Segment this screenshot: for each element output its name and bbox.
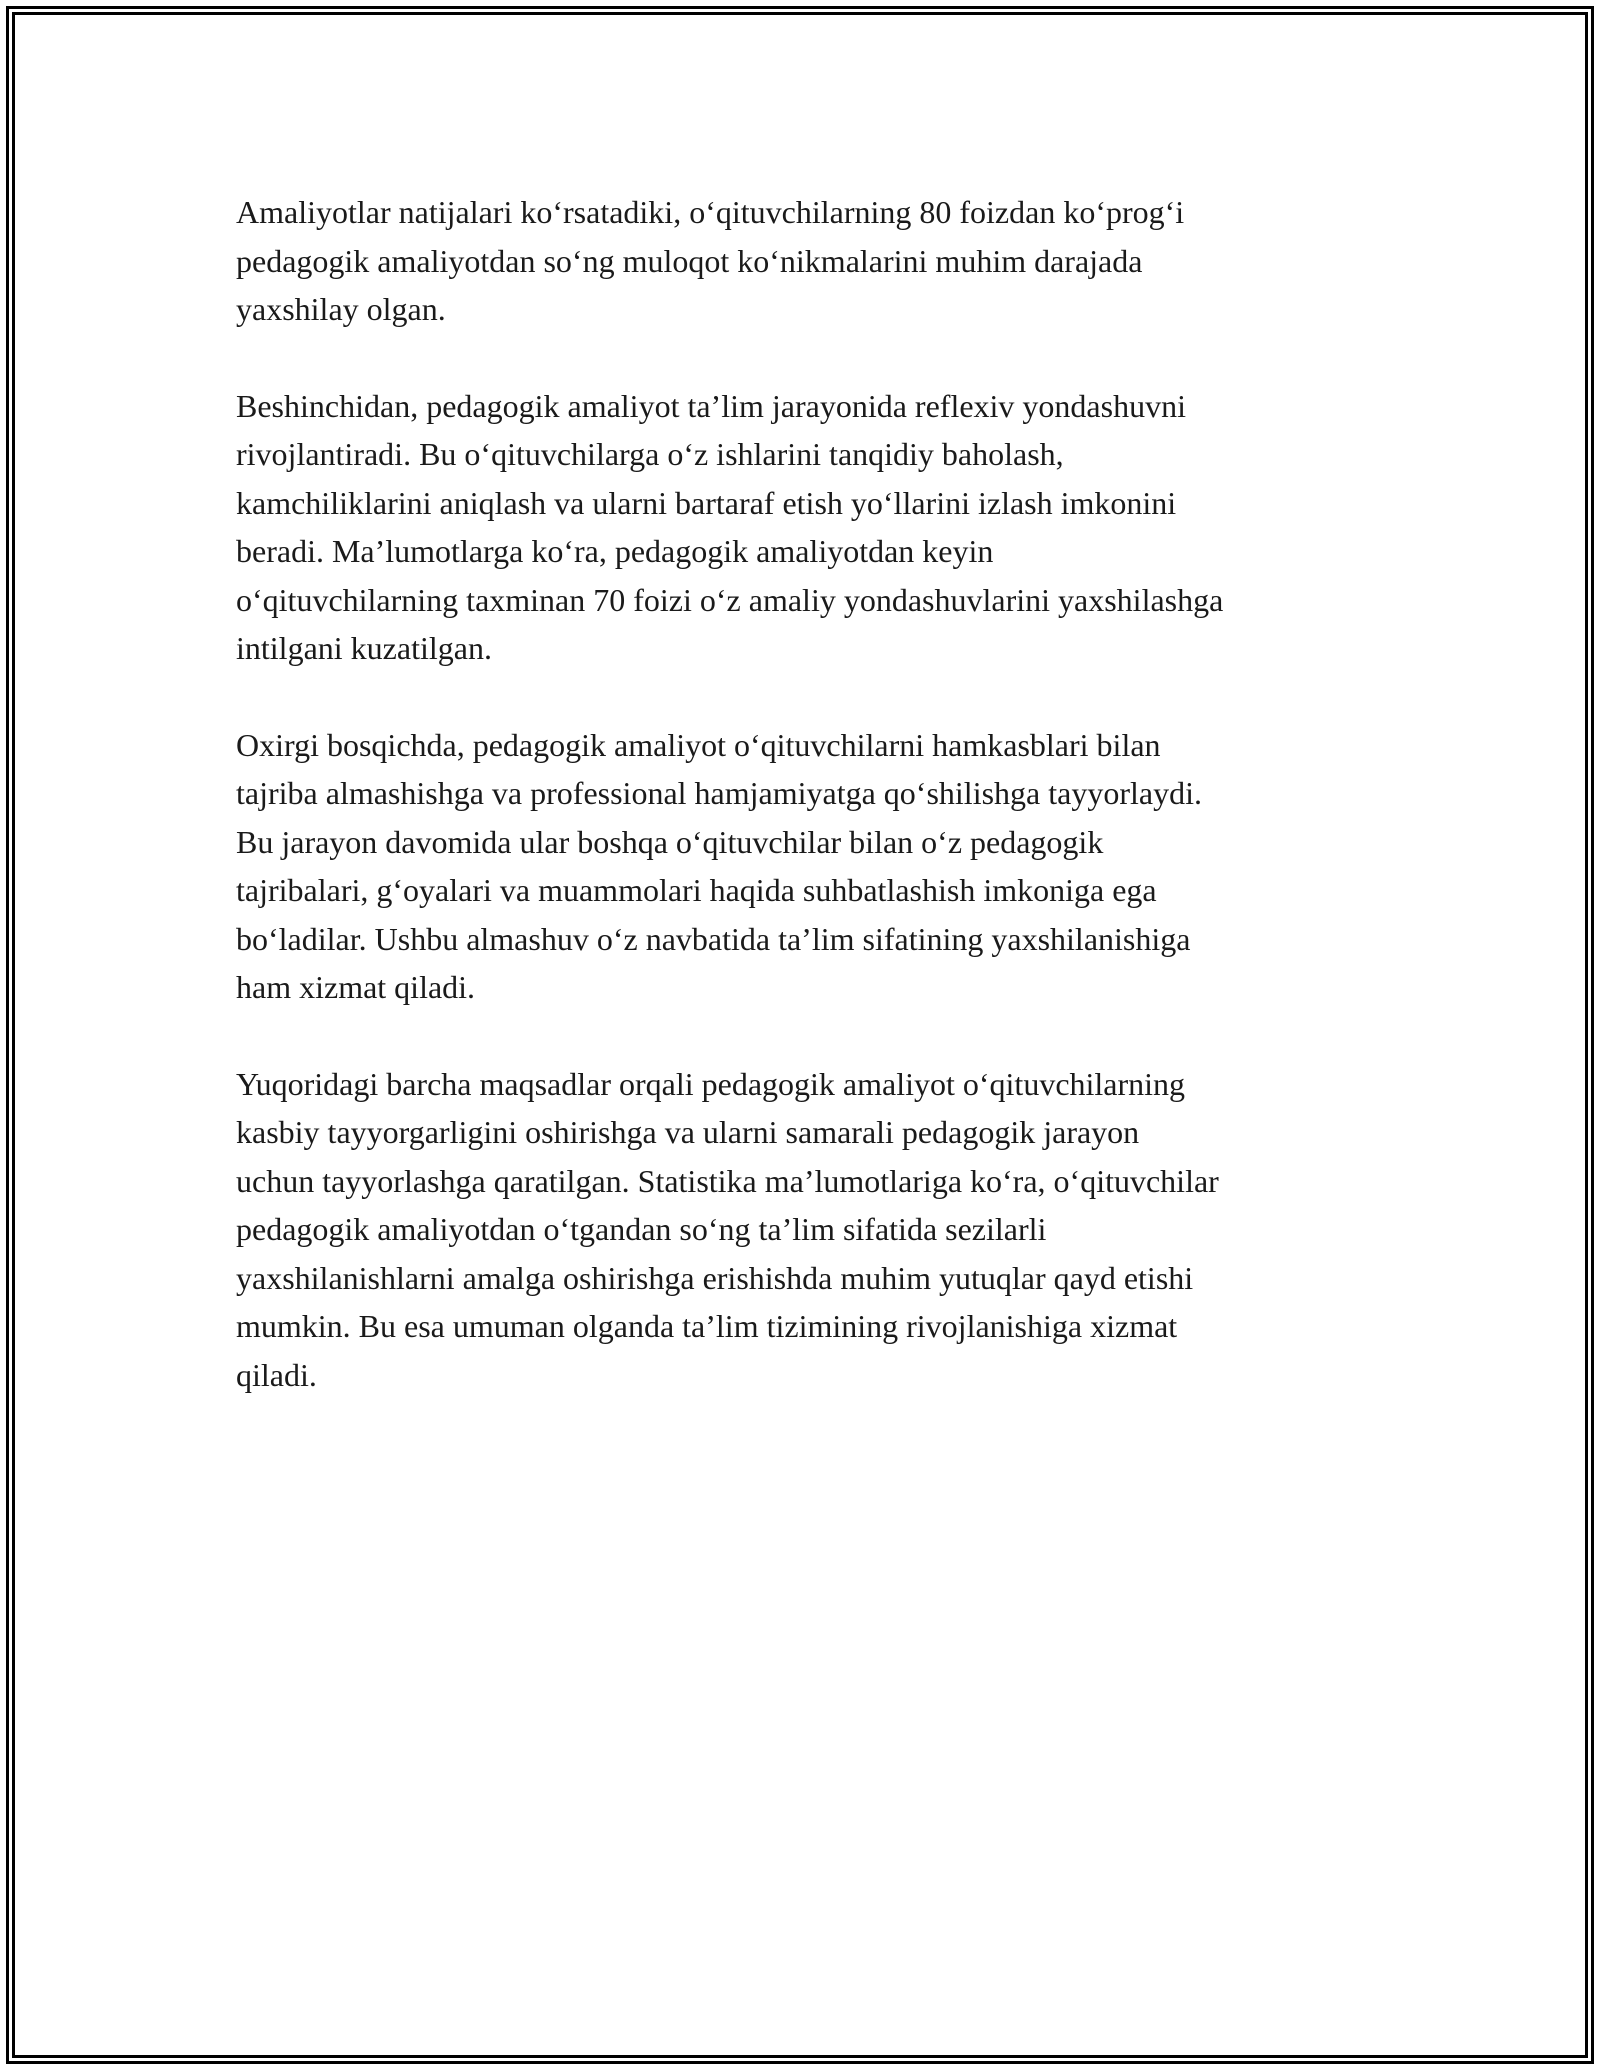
- text-line: intilgani kuzatilgan.: [236, 630, 492, 666]
- text-line: Beshinchidan, pedagogik amaliyot ta’lim jarayonida reflexiv yondashuvni: [236, 387, 1186, 424]
- text-line: kasbiy tayyorgarligini oshirishga va ularni samarali pedagogik jarayon: [236, 1114, 1140, 1150]
- text-line: yaxshilanishlarni amalga oshirishga erishishda muhim yutuqlar qayd etishi: [236, 1259, 1194, 1296]
- paragraph-2: [236, 382, 1376, 673]
- text-line: Yuqoridagi barcha maqsadlar orqali pedagogik amaliyot o‘qituvchilarning: [236, 1065, 1186, 1102]
- text-line: o‘qituvchilarning taxminan 70 foizi o‘z amaliy yondashuvlarini yaxshilashga: [236, 581, 1224, 618]
- text-line: beradi. Ma’lumotlarga ko‘ra, pedagogik amaliyotdan keyin: [236, 533, 994, 569]
- text-line: Oxirgi bosqichda, pedagogik amaliyot o‘qituvchilarni hamkasblari bilan: [236, 726, 1161, 763]
- text-line: ham xizmat qiladi.: [236, 969, 476, 1005]
- text-line: pedagogik amaliyotdan so‘ng muloqot ko‘nikmalarini muhim darajada: [236, 242, 1143, 279]
- text-line: Bu jarayon davomida ular boshqa o‘qituvchilar bilan o‘z pedagogik: [236, 823, 1104, 860]
- text-line: yaxshilay olgan.: [236, 291, 446, 327]
- paragraph-4: [236, 1060, 1376, 1400]
- text-line: kamchiliklarini aniqlash va ularni bartaraf etish yo‘llarini izlash imkonini: [236, 484, 1177, 521]
- text-line: Amaliyotlar natijalari ko‘rsatadiki, o‘qituvchilarning 80 foizdan ko‘prog‘i: [236, 194, 1185, 230]
- text-line: tajriba almashishga va professional hamjamiyatga qo‘shilishga tayyorlaydi.: [236, 775, 1202, 811]
- text-line: bo‘ladilar. Ushbu almashuv o‘z navbatida ta’lim sifatining yaxshilanishiga: [236, 920, 1191, 957]
- text-line: mumkin. Bu esa umuman olganda ta’lim tizimining rivojlanishiga xizmat: [236, 1308, 1178, 1344]
- paragraph-3: [236, 721, 1376, 1012]
- text-line: rivojlantiradi. Bu o‘qituvchilarga o‘z ishlarini tanqidiy baholash,: [236, 436, 1064, 472]
- paragraph-1: [236, 188, 1376, 334]
- text-line: tajribalari, g‘oyalari va muammolari haqida suhbatlashish imkoniga ega: [236, 872, 1157, 908]
- text-line: uchun tayyorlashga qaratilgan. Statistika ma’lumotlariga ko‘ra, o‘qituvchilar: [236, 1162, 1219, 1199]
- document-body: [236, 188, 1376, 1447]
- text-line: pedagogik amaliyotdan o‘tgandan so‘ng ta’lim sifatida sezilarli: [236, 1211, 1047, 1247]
- text-line: qiladi.: [236, 1356, 317, 1393]
